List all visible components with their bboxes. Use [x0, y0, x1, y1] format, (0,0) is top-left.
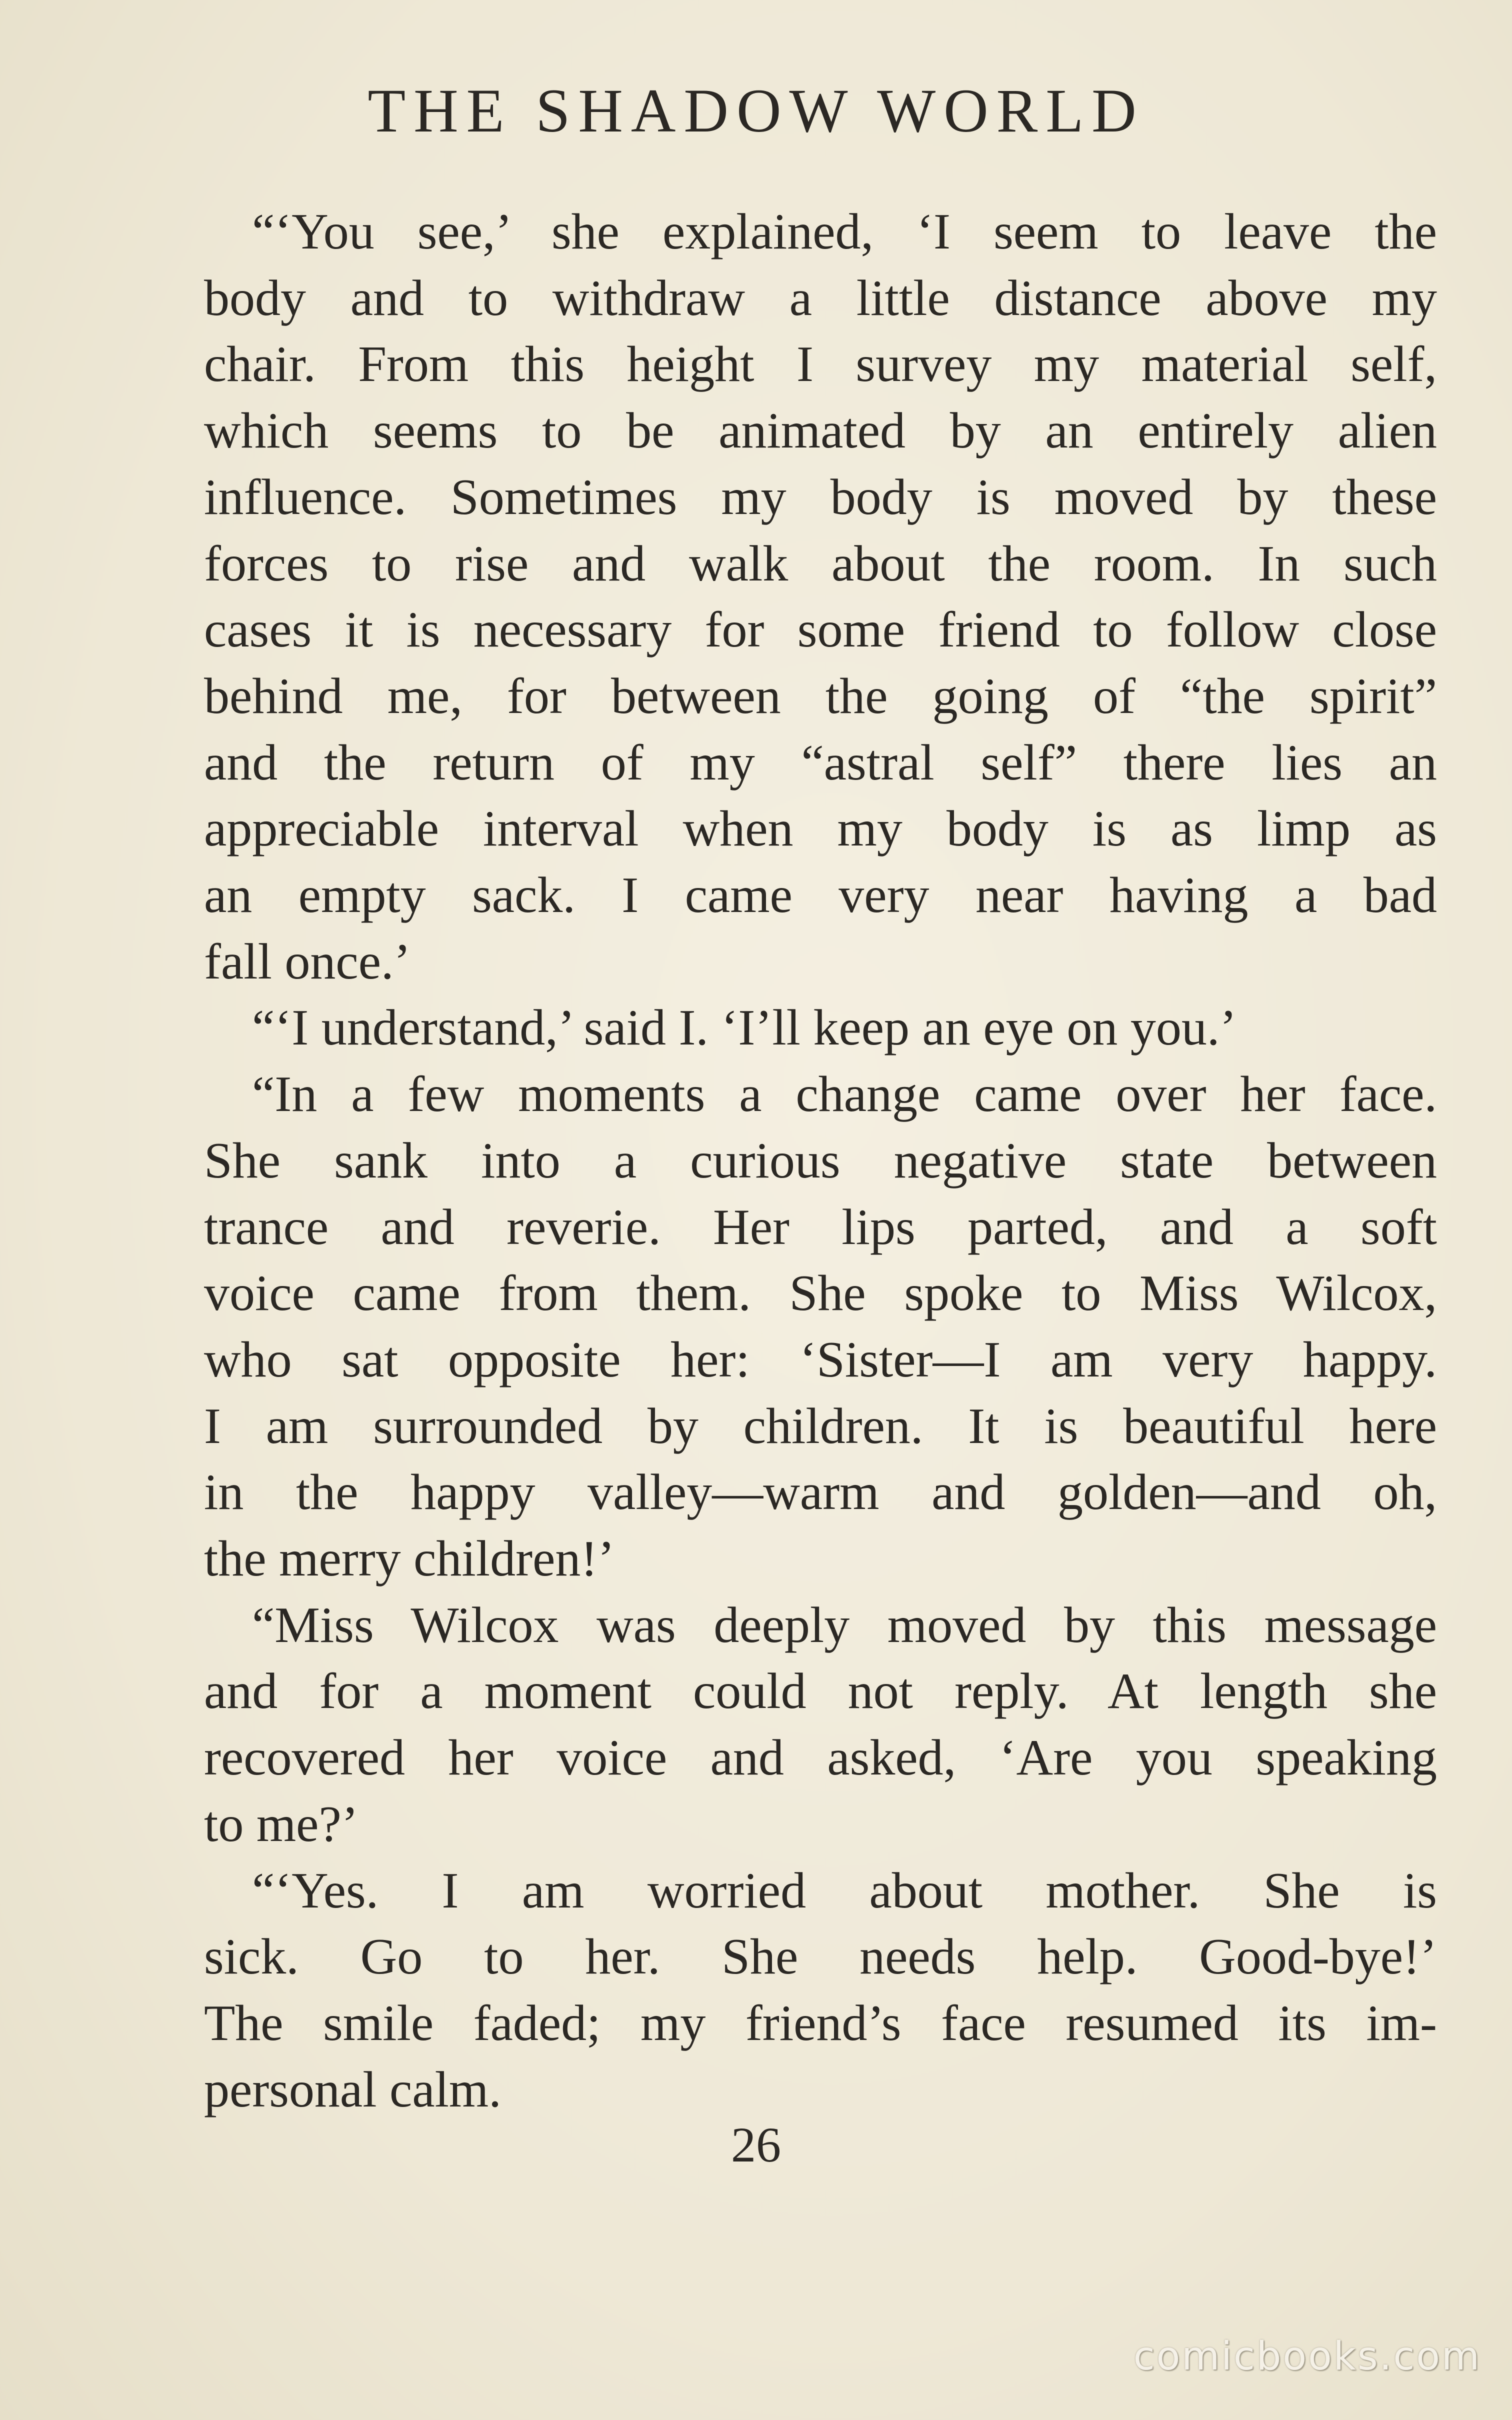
body-text [204, 199, 1437, 2123]
text-line: in the happy valley—warm and golden—and oh, [204, 1464, 1437, 1521]
running-head: THE SHADOW WORLD [368, 76, 1144, 145]
text-line: “Miss Wilcox was deeply moved by this message [252, 1596, 1437, 1654]
text-line: trance and reverie. Her lips parted, and a soft [204, 1198, 1437, 1256]
text-line: “‘You see,’ she explained, ‘I seem to leave the [252, 204, 1437, 260]
text-line: fall once.’ [204, 933, 411, 990]
text-line: behind me, for between the going of “the spirit” [204, 668, 1437, 724]
paragraph [204, 1858, 1437, 2124]
paragraph [204, 199, 1437, 995]
text-line: I am surrounded by children. It is beautiful here [204, 1398, 1437, 1454]
text-line: cases it is necessary for some friend to follow close [204, 602, 1437, 658]
text-line: to me?’ [204, 1796, 358, 1852]
text-line: “‘Yes. I am worried about mother. She is [252, 1862, 1437, 1919]
text-line: voice came from them. She spoke to Miss Wilcox, [204, 1265, 1437, 1322]
text-line: an empty sack. I came very near having a bad [204, 867, 1437, 924]
text-line: forces to rise and walk about the room. In such [204, 535, 1437, 592]
text-line: who sat opposite her: ‘Sister—I am very happy. [204, 1331, 1437, 1388]
text-line: chair. From this height I survey my material self, [204, 336, 1437, 393]
text-line: She sank into a curious negative state between [204, 1132, 1437, 1189]
page-number: 26 [731, 2117, 781, 2172]
text-line: sick. Go to her. She needs help. Good-bye!’ [204, 1928, 1437, 1986]
text-line: body and to withdraw a little distance above my [204, 270, 1437, 326]
text-line: The smile faded; my friend’s face resumed its im- [204, 1994, 1437, 2052]
text-line: and for a moment could not reply. At length she [204, 1663, 1437, 1720]
text-line: “‘I understand,’ said I. ‘I’ll keep an eye on you.’ [252, 1000, 1237, 1056]
text-line: appreciable interval when my body is as limp as [204, 800, 1437, 858]
text-line: personal calm. [204, 2061, 502, 2118]
text-line: recovered her voice and asked, ‘Are you speaking [204, 1730, 1437, 1786]
paragraph [204, 1592, 1437, 1858]
text-line: the merry children!’ [204, 1530, 615, 1588]
text-line: “In a few moments a change came over her face. [252, 1066, 1437, 1123]
text-line: and the return of my “astral self” there lies an [204, 734, 1437, 791]
paragraph [204, 995, 1437, 1062]
text-line: which seems to be animated by an entirely alien [204, 402, 1437, 460]
watermark: comicbooks.com [1133, 2334, 1481, 2379]
paragraph [204, 1062, 1437, 1592]
text-line: influence. Sometimes my body is moved by these [204, 468, 1437, 526]
